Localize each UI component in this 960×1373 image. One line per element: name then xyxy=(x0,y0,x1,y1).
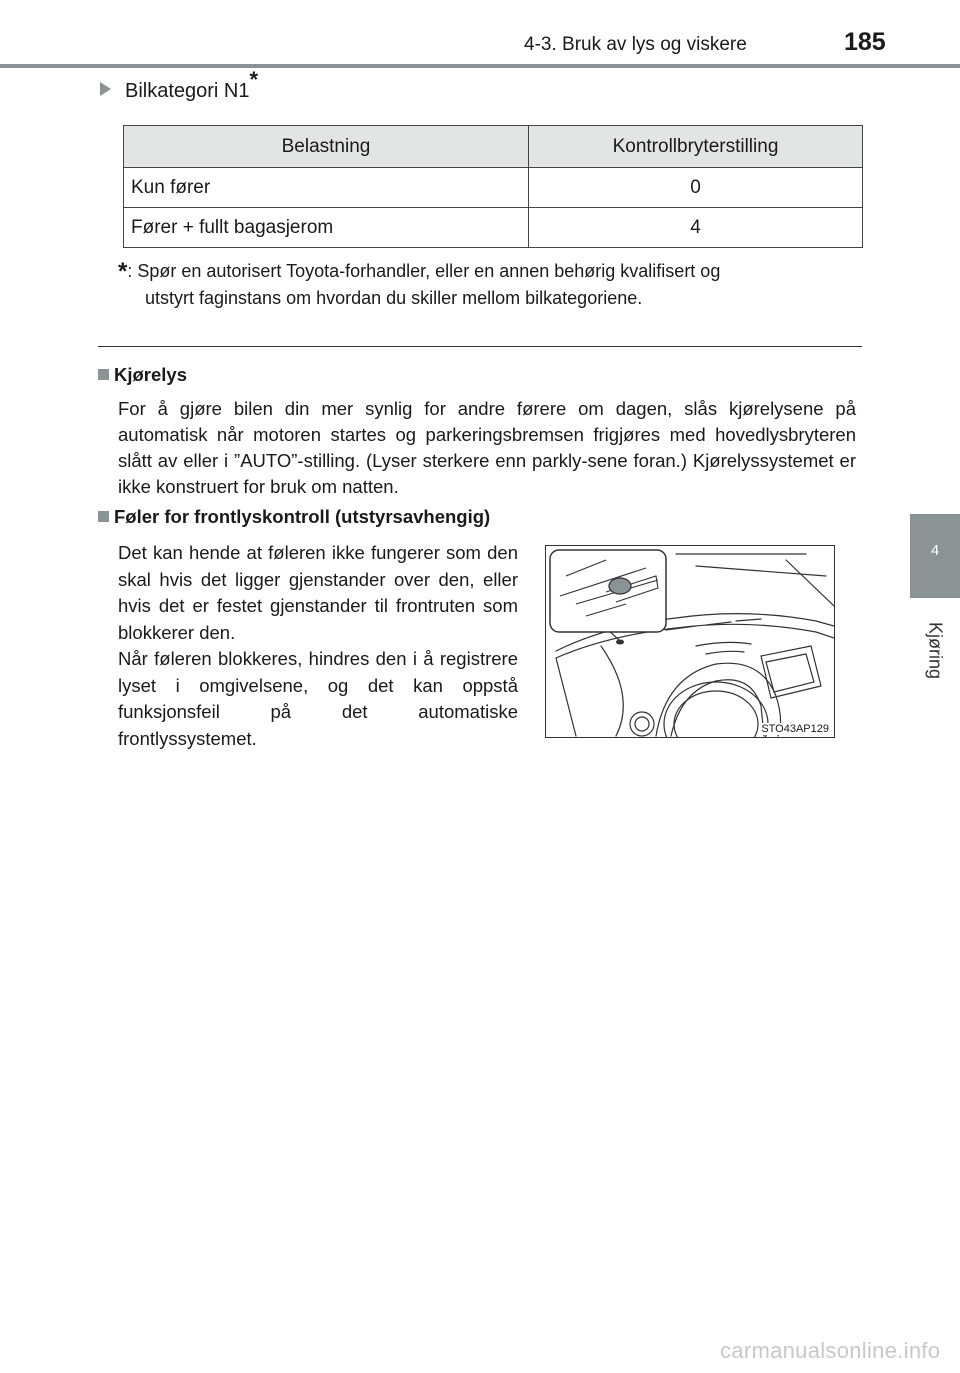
table-cell-switch: 4 xyxy=(529,208,863,248)
section-heading-text: Kjørelys xyxy=(114,364,188,385)
table-header-switch: Kontrollbryterstilling xyxy=(529,126,863,168)
watermark: carmanualsonline.info xyxy=(720,1338,941,1363)
footnote xyxy=(118,258,858,312)
square-bullet-icon xyxy=(98,369,109,380)
table-cell-load: Kun fører xyxy=(124,168,529,208)
table-cell-load: Fører + fullt bagasjerom xyxy=(124,208,529,248)
chapter-tab xyxy=(910,514,960,598)
section-heading-daytime-lights xyxy=(98,364,187,386)
triangle-bullet-icon xyxy=(100,82,111,96)
table-header-row xyxy=(124,126,863,168)
header-rule xyxy=(0,64,960,68)
subtitle-text: Bilkategori N1 xyxy=(125,80,250,102)
page-number: 185 xyxy=(844,28,886,56)
dashboard-illustration xyxy=(546,546,835,738)
footnote-line-1: : Spør en autorisert Toyota-forhandler, eller en annen behørig kvalifisert og xyxy=(127,261,721,281)
table-cell-switch: 0 xyxy=(529,168,863,208)
dashboard-sensor-figure xyxy=(545,545,835,738)
section-body-light-sensor xyxy=(118,540,518,752)
section-heading-light-sensor xyxy=(98,506,490,528)
chapter-label: Kjøring xyxy=(925,621,946,680)
paragraph: Når føleren blokkeres, hindres den i å registrere lyset i omgivelsene, og det kan oppstå funksjonsfeil på det automatiske frontlyssystemet. xyxy=(118,648,518,749)
section-divider xyxy=(98,346,862,347)
section-heading-text: Føler for frontlyskontroll (utstyrsavhengig) xyxy=(114,506,491,527)
chapter-number: 4 xyxy=(930,542,940,559)
section-body-daytime-lights: For å gjøre bilen din mer synlig for andre førere om dagen, slås kjørelysene på automatisk når motoren startes og parkeringsbremsen frigjøres med hovedlysbryteren slått av eller i ”AUTO”-stilling. (Lyser sterkere enn parkly-sene foran.) Kjørelyssystemet er ikke konstruert for bruk om natten. xyxy=(118,398,856,497)
footnote-star: * xyxy=(118,258,128,285)
table-header-load: Belastning xyxy=(124,126,529,168)
footnote-line-2: utstyrt faginstans om hvordan du skiller mellom bilkategoriene. xyxy=(145,288,643,308)
load-table xyxy=(123,125,863,248)
footnote-marker: * xyxy=(249,67,259,93)
paragraph: Det kan hende at føleren ikke fungerer som den skal hvis det ligger gjenstander over den, eller hvis det er festet gjenstander til frontruten som blokkerer den. xyxy=(118,542,518,643)
figure-code: STO43AP129 xyxy=(761,723,829,735)
header-section-title: 4-3. Bruk av lys og viskere xyxy=(524,34,747,55)
table-row xyxy=(124,208,863,248)
table-row xyxy=(124,168,863,208)
subtitle xyxy=(100,67,259,103)
square-bullet-icon xyxy=(98,511,109,522)
